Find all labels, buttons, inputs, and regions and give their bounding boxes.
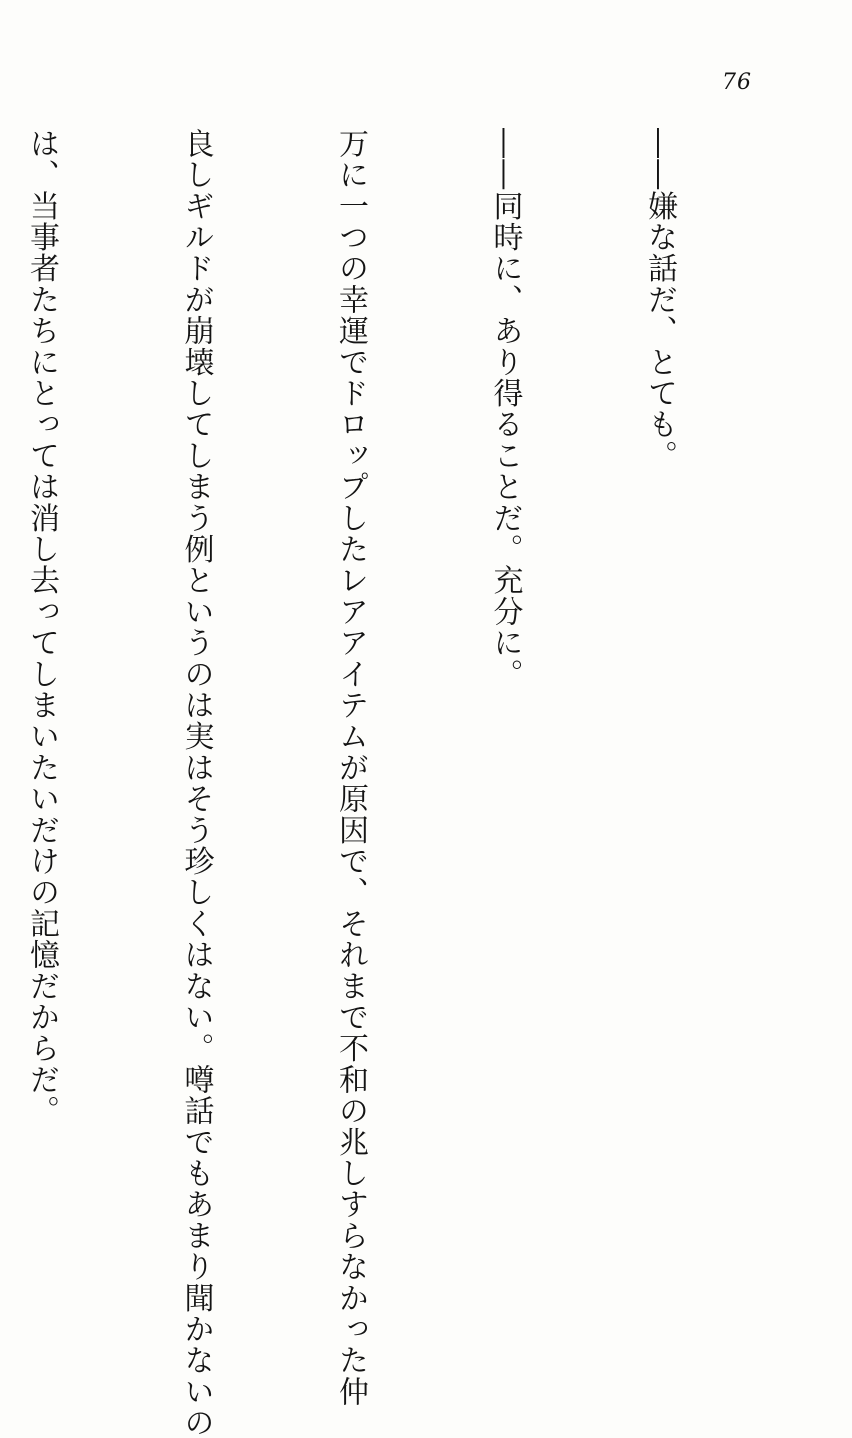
text-line: は、当事者たちにとっては消し去ってしまいたいだけの記憶だからだ。 [24,128,59,1127]
page-number: 76 [722,70,752,95]
text-line: 良しギルドが崩壊してしまう例というのは実はそう珍しくはない。噂話でもあまり聞かないの [178,128,214,1438]
body-text [24,128,788,1438]
text-line: ――同時に、あり得ることだ。充分に。 [487,128,523,690]
text-line: ――嫌な話だ、とても。 [642,128,677,472]
text-line: 万に一つの幸運でドロップしたレアアイテムが原因で、それまで不和の兆しすらなかった仲 [333,128,368,1408]
